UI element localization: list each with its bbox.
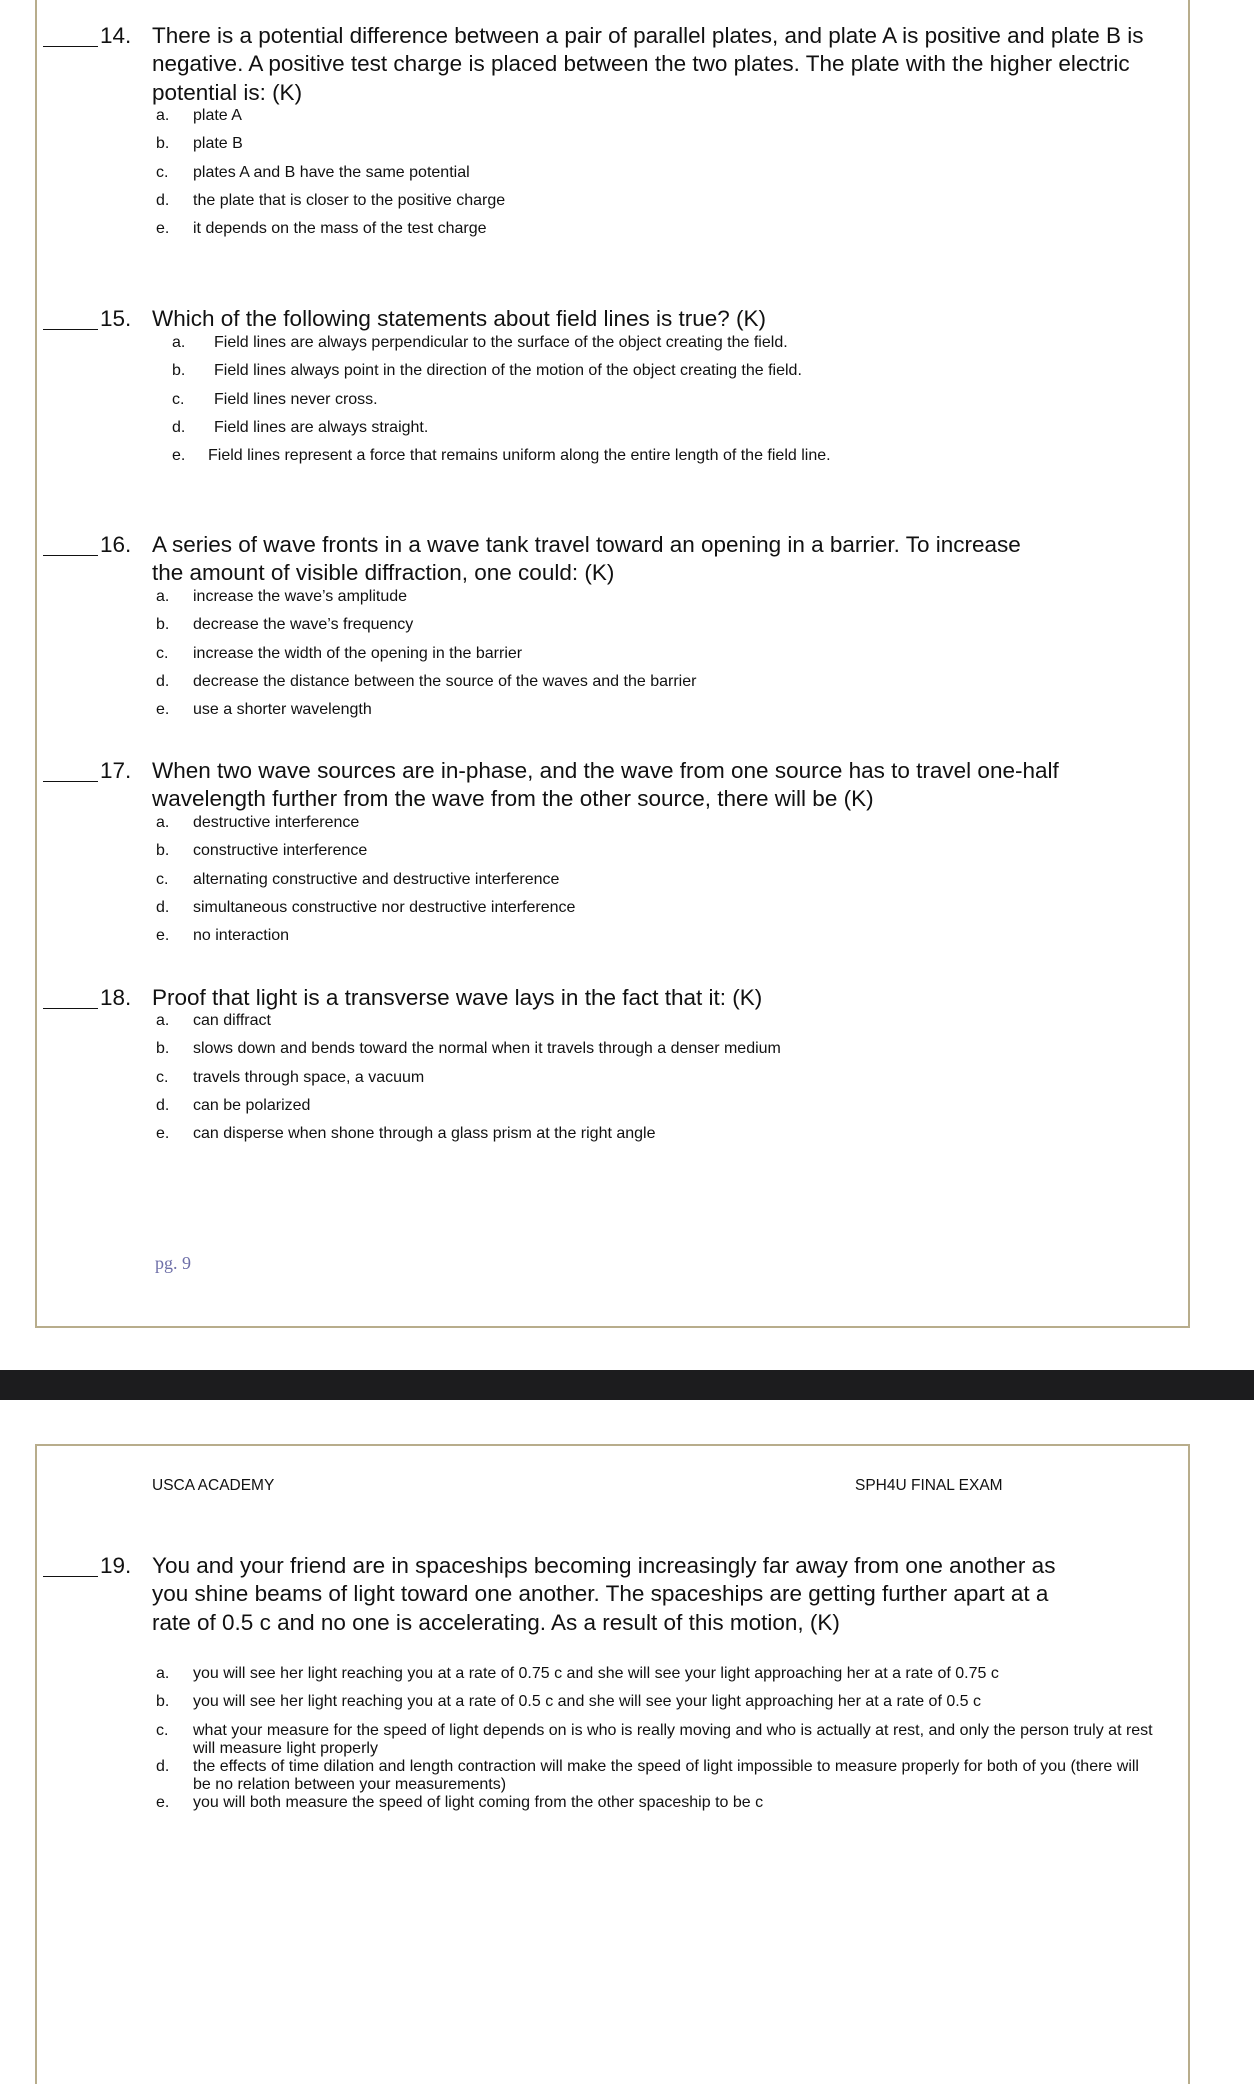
option-text: decrease the distance between the source of the waves and the barrier xyxy=(193,672,697,690)
option-letter: b. xyxy=(156,135,170,153)
option-b xyxy=(0,842,1254,870)
option-letter: c. xyxy=(156,163,169,181)
question-stem: Proof that light is a transverse wave lays in the fact that it: (K) xyxy=(152,985,763,1010)
question-number: 18. xyxy=(100,985,132,1010)
option-a xyxy=(0,1012,1254,1040)
option-d xyxy=(0,1097,1254,1125)
option-text: constructive interference xyxy=(193,842,368,860)
option-e xyxy=(0,1794,1254,1822)
right-margin xyxy=(1222,0,1254,1370)
option-b xyxy=(0,1693,1254,1721)
option-text: slows down and bends toward the normal when it travels through a denser medium xyxy=(193,1040,781,1058)
option-e xyxy=(0,927,1254,955)
answer-blank[interactable] xyxy=(43,1576,98,1577)
option-text: can be polarized xyxy=(193,1096,311,1114)
option-text: travels through space, a vacuum xyxy=(193,1068,425,1086)
option-a xyxy=(0,588,1254,616)
option-text: alternating constructive and destructive interference xyxy=(193,870,560,888)
option-b xyxy=(0,1040,1254,1068)
option-e xyxy=(0,701,1254,729)
option-text: decrease the wave’s frequency xyxy=(193,616,414,634)
question-number: 14. xyxy=(100,23,132,48)
option-letter: d. xyxy=(156,672,170,690)
question-19-options xyxy=(0,1665,1254,1822)
option-text: can disperse when shone through a glass prism at the right angle xyxy=(193,1125,656,1143)
answer-blank[interactable] xyxy=(43,1008,98,1009)
question-stem: There is a potential difference between a pair of parallel plates, and plate A is positive and plate B is negative. A positive test charge is placed between the two plates. The plate with the higher electric potential is: (K) xyxy=(152,23,1144,105)
option-letter: c. xyxy=(156,1068,169,1086)
option-d xyxy=(0,192,1254,220)
option-letter: c. xyxy=(172,390,185,408)
option-c xyxy=(0,391,1254,419)
option-letter: c. xyxy=(156,870,169,888)
option-text: no interaction xyxy=(193,927,290,945)
option-letter: b. xyxy=(156,842,170,860)
option-a xyxy=(0,814,1254,842)
question-stem: A series of wave fronts in a wave tank travel toward an opening in a barrier. To increase the amount of visible diffraction, one could: (K) xyxy=(152,532,1021,586)
option-e xyxy=(0,1125,1254,1153)
answer-blank[interactable] xyxy=(43,46,98,47)
option-a xyxy=(0,1665,1254,1693)
option-text: plate A xyxy=(193,107,242,124)
question-stem: When two wave sources are in-phase, and the wave from one source has to travel one-half wavelength further from the wave from the other source, there will be (K) xyxy=(152,758,1059,812)
question-18-options xyxy=(0,1012,1254,1153)
option-c xyxy=(0,871,1254,899)
option-a xyxy=(0,334,1254,362)
option-text: what your measure for the speed of light depends on is who is really moving and who is actually at rest, and only the person truly at rest will measure light properly xyxy=(193,1721,1153,1757)
question-16-options xyxy=(0,588,1254,729)
option-letter: a. xyxy=(156,107,170,124)
option-text: the effects of time dilation and length contraction will make the speed of light impossible to measure properly for both of you (there will be no relation between your measurements) xyxy=(193,1757,1139,1793)
page-number: pg. 9 xyxy=(155,1253,191,1273)
option-text: you will see her light reaching you at a rate of 0.5 c and she will see your light approaching her at a rate of 0.5 c xyxy=(193,1693,982,1711)
question-number: 16. xyxy=(100,532,132,557)
page-gap xyxy=(0,1370,1254,1400)
option-d xyxy=(0,1758,1254,1794)
question-14-options xyxy=(0,107,1254,248)
option-letter: a. xyxy=(156,588,170,605)
option-letter: c. xyxy=(156,644,169,662)
option-text: use a shorter wavelength xyxy=(193,701,372,719)
option-letter: e. xyxy=(172,447,186,465)
option-letter: b. xyxy=(156,616,170,634)
option-letter: e. xyxy=(156,1125,170,1143)
option-letter: d. xyxy=(156,898,170,916)
answer-blank[interactable] xyxy=(43,555,98,556)
option-text: increase the width of the opening in the barrier xyxy=(193,644,523,662)
header-exam-title: SPH4U FINAL EXAM xyxy=(855,1477,1003,1494)
option-text: the plate that is closer to the positive charge xyxy=(193,191,506,209)
option-letter: e. xyxy=(156,701,170,719)
option-text: Field lines always point in the direction of the motion of the object creating the field. xyxy=(214,362,802,380)
option-letter: e. xyxy=(156,1793,170,1811)
option-letter: a. xyxy=(156,1665,170,1682)
question-stem: You and your friend are in spaceships becoming increasingly far away from one another as you shine beams of light toward one another. The spaceships are getting further apart at a rate of 0.5 c and no one is accelerating. As a result of this motion, (K) xyxy=(152,1553,1056,1635)
option-c xyxy=(0,164,1254,192)
question-17-options xyxy=(0,814,1254,955)
option-text: can diffract xyxy=(193,1012,271,1029)
option-letter: a. xyxy=(172,334,186,351)
option-c xyxy=(0,1722,1254,1758)
option-letter: b. xyxy=(156,1693,170,1711)
option-letter: e. xyxy=(156,927,170,945)
option-text: plate B xyxy=(193,135,243,153)
option-letter: e. xyxy=(156,220,170,238)
question-number: 19. xyxy=(100,1553,132,1578)
option-d xyxy=(0,673,1254,701)
option-text: Field lines are always perpendicular to the surface of the object creating the field. xyxy=(214,334,788,351)
header-school: USCA ACADEMY xyxy=(152,1477,275,1494)
option-text: it depends on the mass of the test charge xyxy=(193,220,487,238)
option-letter: d. xyxy=(156,191,170,209)
option-d xyxy=(0,419,1254,447)
option-letter: a. xyxy=(156,1012,170,1029)
answer-blank[interactable] xyxy=(43,781,98,782)
option-c xyxy=(0,645,1254,673)
option-letter: c. xyxy=(156,1721,169,1739)
option-a xyxy=(0,107,1254,135)
question-15-options xyxy=(0,334,1254,475)
option-e xyxy=(0,447,1254,475)
question-number: 17. xyxy=(100,758,132,783)
question-stem: Which of the following statements about field lines is true? (K) xyxy=(152,306,767,331)
option-text: destructive interference xyxy=(193,814,360,831)
option-letter: a. xyxy=(156,814,170,831)
option-d xyxy=(0,899,1254,927)
option-b xyxy=(0,135,1254,163)
option-text: plates A and B have the same potential xyxy=(193,163,470,181)
option-letter: d. xyxy=(172,418,186,436)
question-number: 15. xyxy=(100,306,132,331)
option-text: simultaneous constructive nor destructive interference xyxy=(193,898,576,916)
option-letter: b. xyxy=(172,362,186,380)
answer-blank[interactable] xyxy=(43,329,98,330)
option-text: you will both measure the speed of light coming from the other spaceship to be c xyxy=(193,1793,764,1811)
option-letter: d. xyxy=(156,1757,170,1775)
option-b xyxy=(0,616,1254,644)
option-letter: b. xyxy=(156,1040,170,1058)
option-text: Field lines represent a force that remains uniform along the entire length of the field line. xyxy=(208,447,831,465)
option-text: increase the wave’s amplitude xyxy=(193,588,408,605)
option-letter: d. xyxy=(156,1096,170,1114)
option-text: Field lines never cross. xyxy=(214,390,378,408)
option-b xyxy=(0,362,1254,390)
option-e xyxy=(0,220,1254,248)
option-c xyxy=(0,1069,1254,1097)
option-text: Field lines are always straight. xyxy=(214,418,429,436)
option-text: you will see her light reaching you at a rate of 0.75 c and she will see your light approaching her at a rate of 0.75 c xyxy=(193,1665,999,1682)
